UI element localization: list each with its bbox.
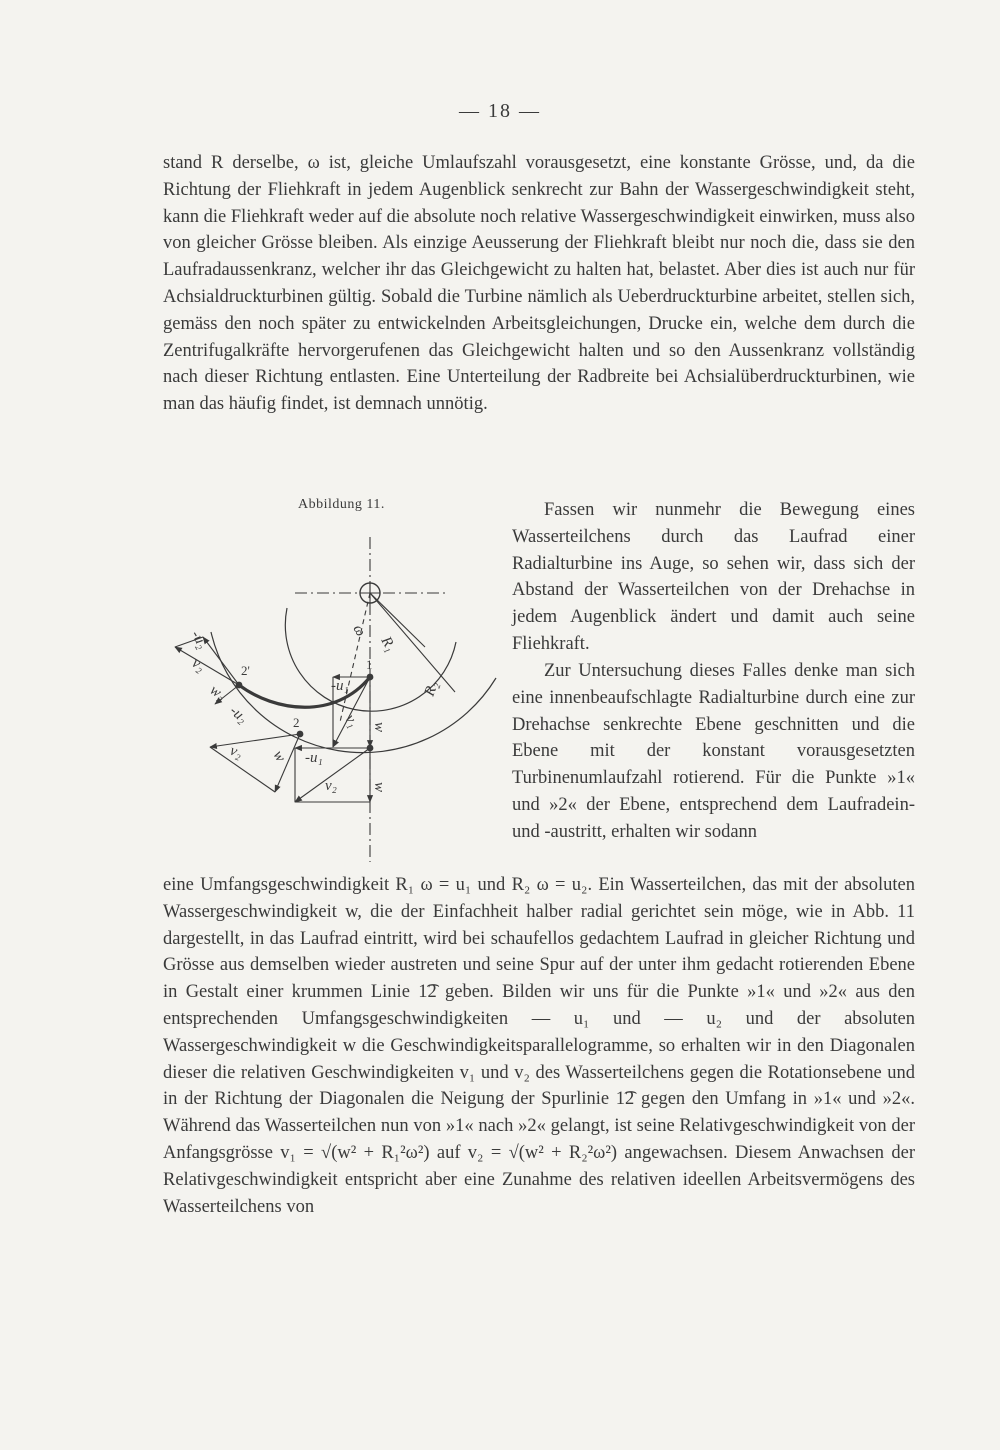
label-w-upper: w (371, 722, 387, 733)
label-R1: R₁ (377, 634, 399, 655)
paragraph-3: eine Umfangsgeschwindigkeit R₁ ω = u₁ und R₂ ω = u₂. Ein Wasserteilchen, das mit der absoluten Wassergeschwindigkeit w, die der Einfachheit halber radial gerichtet sein möge, wie in Abb. 11 dargestellt, in das Laufrad eintritt, wird bei schaufellos gedachtem Laufrad in gleicher Richtung und Grösse aus demselben wieder austreten und seine Spur auf der unter ihm gedacht rotierenden Ebene in Gestalt einer krummen Linie 1͡2 geben. Bilden wir uns für die Punkte »1« und »2« aus den entsprechenden Umfangsgeschwindigkeiten — u₁ und — u₂ und der absoluten Wassergeschwindigkeit w die Geschwindigkeitsparallelogramme, so erhalten wir in den Diagonalen dieser die relativen Geschwindigkeiten v₁ und v₂ des Wasserteilchens gegen die Rotationsebene und in der Richtung der Diagonalen die Neigung der Spurlinie 1͡2 gegen den Umfang in »1« und »2«. Während das Wasserteilchen nun von »1« nach »2« gelangt, ist seine Relativgeschwindigkeit von der Anfangsgrösse v₁ = √(w² + R₁²ω²) auf v₂ = √(w² + R₂²ω²) angewachsen. Diesem Anwachsen der Relativgeschwindigkeit entspricht aber eine Zunahme des relativen ideellen Arbeitsvermögens des Wasserteilchens von (163, 875, 915, 1217)
label-omega: ω (349, 622, 369, 640)
spur-line (239, 677, 370, 707)
label-2-prime: 2' (241, 663, 250, 678)
label-w2-top: w₂ (206, 682, 229, 705)
label-1: 1 (366, 657, 373, 672)
label-u2-mid: -u₂ (226, 702, 251, 727)
label-u1-lower: -u₁ (305, 750, 323, 766)
label-u2-top: -u₂ (187, 628, 211, 652)
label-v1: v₁ (341, 712, 362, 731)
label-v2-left: v₂ (227, 742, 245, 762)
velocity-diagram-figure (165, 522, 510, 872)
label-u1-upper: -u₁ (331, 678, 349, 694)
label-2: 2 (293, 715, 300, 730)
label-w-left: w (269, 748, 289, 765)
label-R2: R₂ (421, 679, 442, 699)
label-v2-top: v₂ (188, 655, 208, 676)
label-v2-bottom: v₂ (325, 778, 337, 794)
figure-caption: Abbildung 11. (298, 497, 385, 512)
label-w-lower: w (371, 782, 387, 793)
side-paragraph-1: Fassen wir nunmehr die Bewegung eines Wasserteilchens durch das Laufrad einer Radialturbine ins Auge, so sehen wir, dass sich der Abstand der Wasserteilchen von der Drehachse in jedem Augenblick ändert und damit auch seine Fliehkraft. (512, 500, 915, 654)
paragraph-1: stand R derselbe, ω ist, gleiche Umlaufszahl vorausgesetzt, eine konstante Grösse, und, da die Richtung der Fliehkraft in jedem Augenblick senkrecht zur Bahn der Wassergeschwindigkeit steht, kann die Fliehkraft weder auf die absolute noch relative Wassergeschwindigkeit einwirken, muss also von gleicher Grösse bleiben. Als einzige Aeusserung der Fliehkraft bleibt nur noch die, dass sie den Laufradaussenkranz, welcher ihr das Gleichgewicht zu halten hat, belastet. Aber dies ist auch nur für Achsialdruckturbinen gültig. Sobald die Turbine nämlich als Ueberdruckturbine arbeitet, stellen sich, gemäss den noch später zu entwickelnden Arbeitsgleichungen, Drucke ein, welche dem durch die Zentrifugalkräfte hervorgerufenen das Gleichgewicht halten und so den Aussenkranz vollständig nach dieser Richtung entlasten. Eine Unterteilung der Radbreite bei Achsialüberdruckturbinen, wie man das häufig findet, ist demnach unnötig. (163, 153, 915, 415)
side-paragraph-2: Zur Untersuchung dieses Falles denke man sich eine innenbeaufschlagte Radialturbine durch eine zur Drehachse senkrechte Ebene geschnitten und die Ebene mit der konstant vorausgesetzten Turbinenumlaufzahl rotierend. Für die Punkte »1« und »2« der Ebene, entsprechend dem Laufradein- und -austritt, erhalten wir sodann (512, 661, 915, 842)
page-number: — 18 — (459, 100, 541, 122)
